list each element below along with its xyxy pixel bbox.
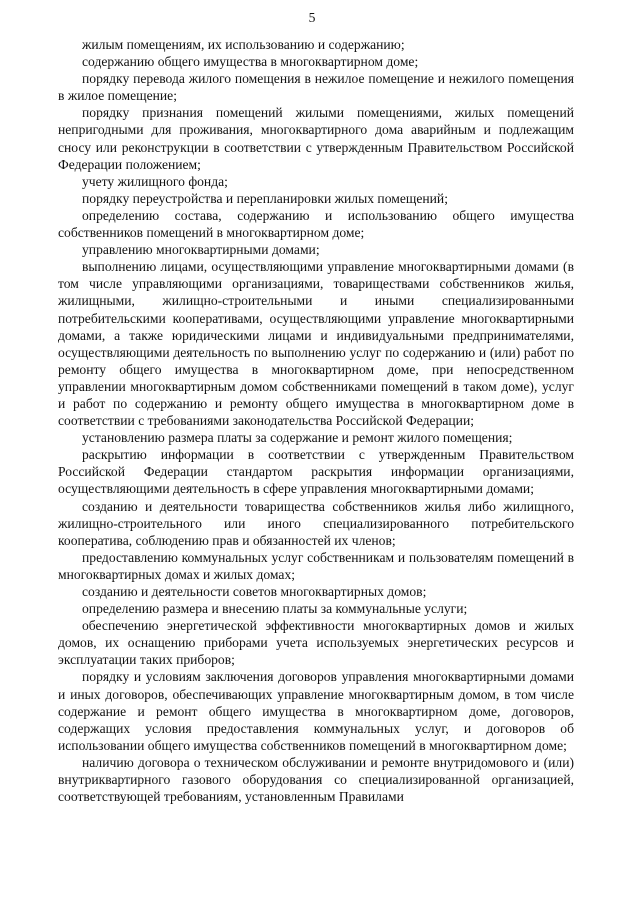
paragraph: содержанию общего имущества в многоквартирном доме; bbox=[82, 54, 419, 70]
paragraph: жилым помещениям, их использованию и содержанию; bbox=[82, 37, 405, 52]
paragraph: выполнению лицами, осуществляющими управление многоквартирными домами (в том числе управляющими организациями, товариществами собственников жилья, жилищными, жилищно-строительными и иными специализированными потребительскими кооперативами, осуществляющими управление многоквартирными домами, а также юридическими лицами и индивидуальными предпринимателями, осуществляющими деятельность по выполнению услуг по содержанию и (или) работ по ремонту общего имущества в многоквартирном доме, при непосредственном управлении многоквартирным домом собственниками помещений в таком доме), услуг и работ по содержанию и ремонту общего имущества в многоквартирном доме в соответствии с требованиями законодательства Российской Федерации; bbox=[58, 259, 574, 429]
paragraph: управлению многоквартирными домами; bbox=[82, 242, 320, 258]
paragraph: созданию и деятельности советов многоквартирных домов; bbox=[82, 584, 427, 599]
body-text bbox=[58, 36, 574, 805]
paragraph: установлению размера платы за содержание и ремонт жилого помещения; bbox=[82, 430, 513, 446]
paragraph: порядку переустройства и перепланировки жилых помещений; bbox=[82, 190, 448, 206]
paragraph: предоставлению коммунальных услуг собственникам и пользователям помещений в многоквартирных домах и жилых домах; bbox=[58, 549, 574, 582]
paragraph: обеспечению энергетической эффективности многоквартирных домов и жилых домов, их оснащению приборами учета используемых энергетических ресурсов и эксплуатации таких приборов; bbox=[58, 618, 574, 668]
paragraph: порядку и условиям заключения договоров управления многоквартирными домами и иных договоров, обеспечивающих управление многоквартирным домом, в том числе содержание и ремонт общего имущества в многоквартирном доме, договоров, содержащих условия предоставления коммунальных услуг, и договоров об использовании общего имущества собственников помещений в многоквартирном доме; bbox=[58, 669, 574, 753]
paragraph: порядку признания помещений жилыми помещениями, жилых помещений непригодными для проживания, многоквартирного дома аварийным и подлежащим сносу или реконструкции в соответствии с утвержденным Правительством Российской Федерации положением; bbox=[58, 105, 574, 172]
paragraph: созданию и деятельности товарищества собственников жилья либо жилищного, жилищно-строительного или иного специализированного потребительского кооператива, соблюдению прав и обязанностей их членов; bbox=[58, 498, 574, 548]
paragraph: определению состава, содержанию и использованию общего имущества собственников помещений в многоквартирном доме; bbox=[58, 207, 574, 241]
paragraph: учету жилищного фонда; bbox=[82, 173, 228, 189]
paragraph: наличию договора о техническом обслуживании и ремонте внутридомового и (или) внутриквартирного газового оборудования со специализированной организацией, соответствующей требованиям, установленным Правилами bbox=[58, 754, 574, 805]
page-number: 5 bbox=[308, 10, 316, 25]
paragraph: определению размера и внесению платы за коммунальные услуги; bbox=[82, 601, 468, 617]
paragraph: раскрытию информации в соответствии с утвержденным Правительством Российской Федерации стандартом раскрытия информации организациями, осуществляющими деятельность в сфере управления многоквартирными домами; bbox=[58, 447, 574, 497]
paragraph: порядку перевода жилого помещения в нежилое помещение и нежилого помещения в жилое помещение; bbox=[58, 71, 574, 104]
